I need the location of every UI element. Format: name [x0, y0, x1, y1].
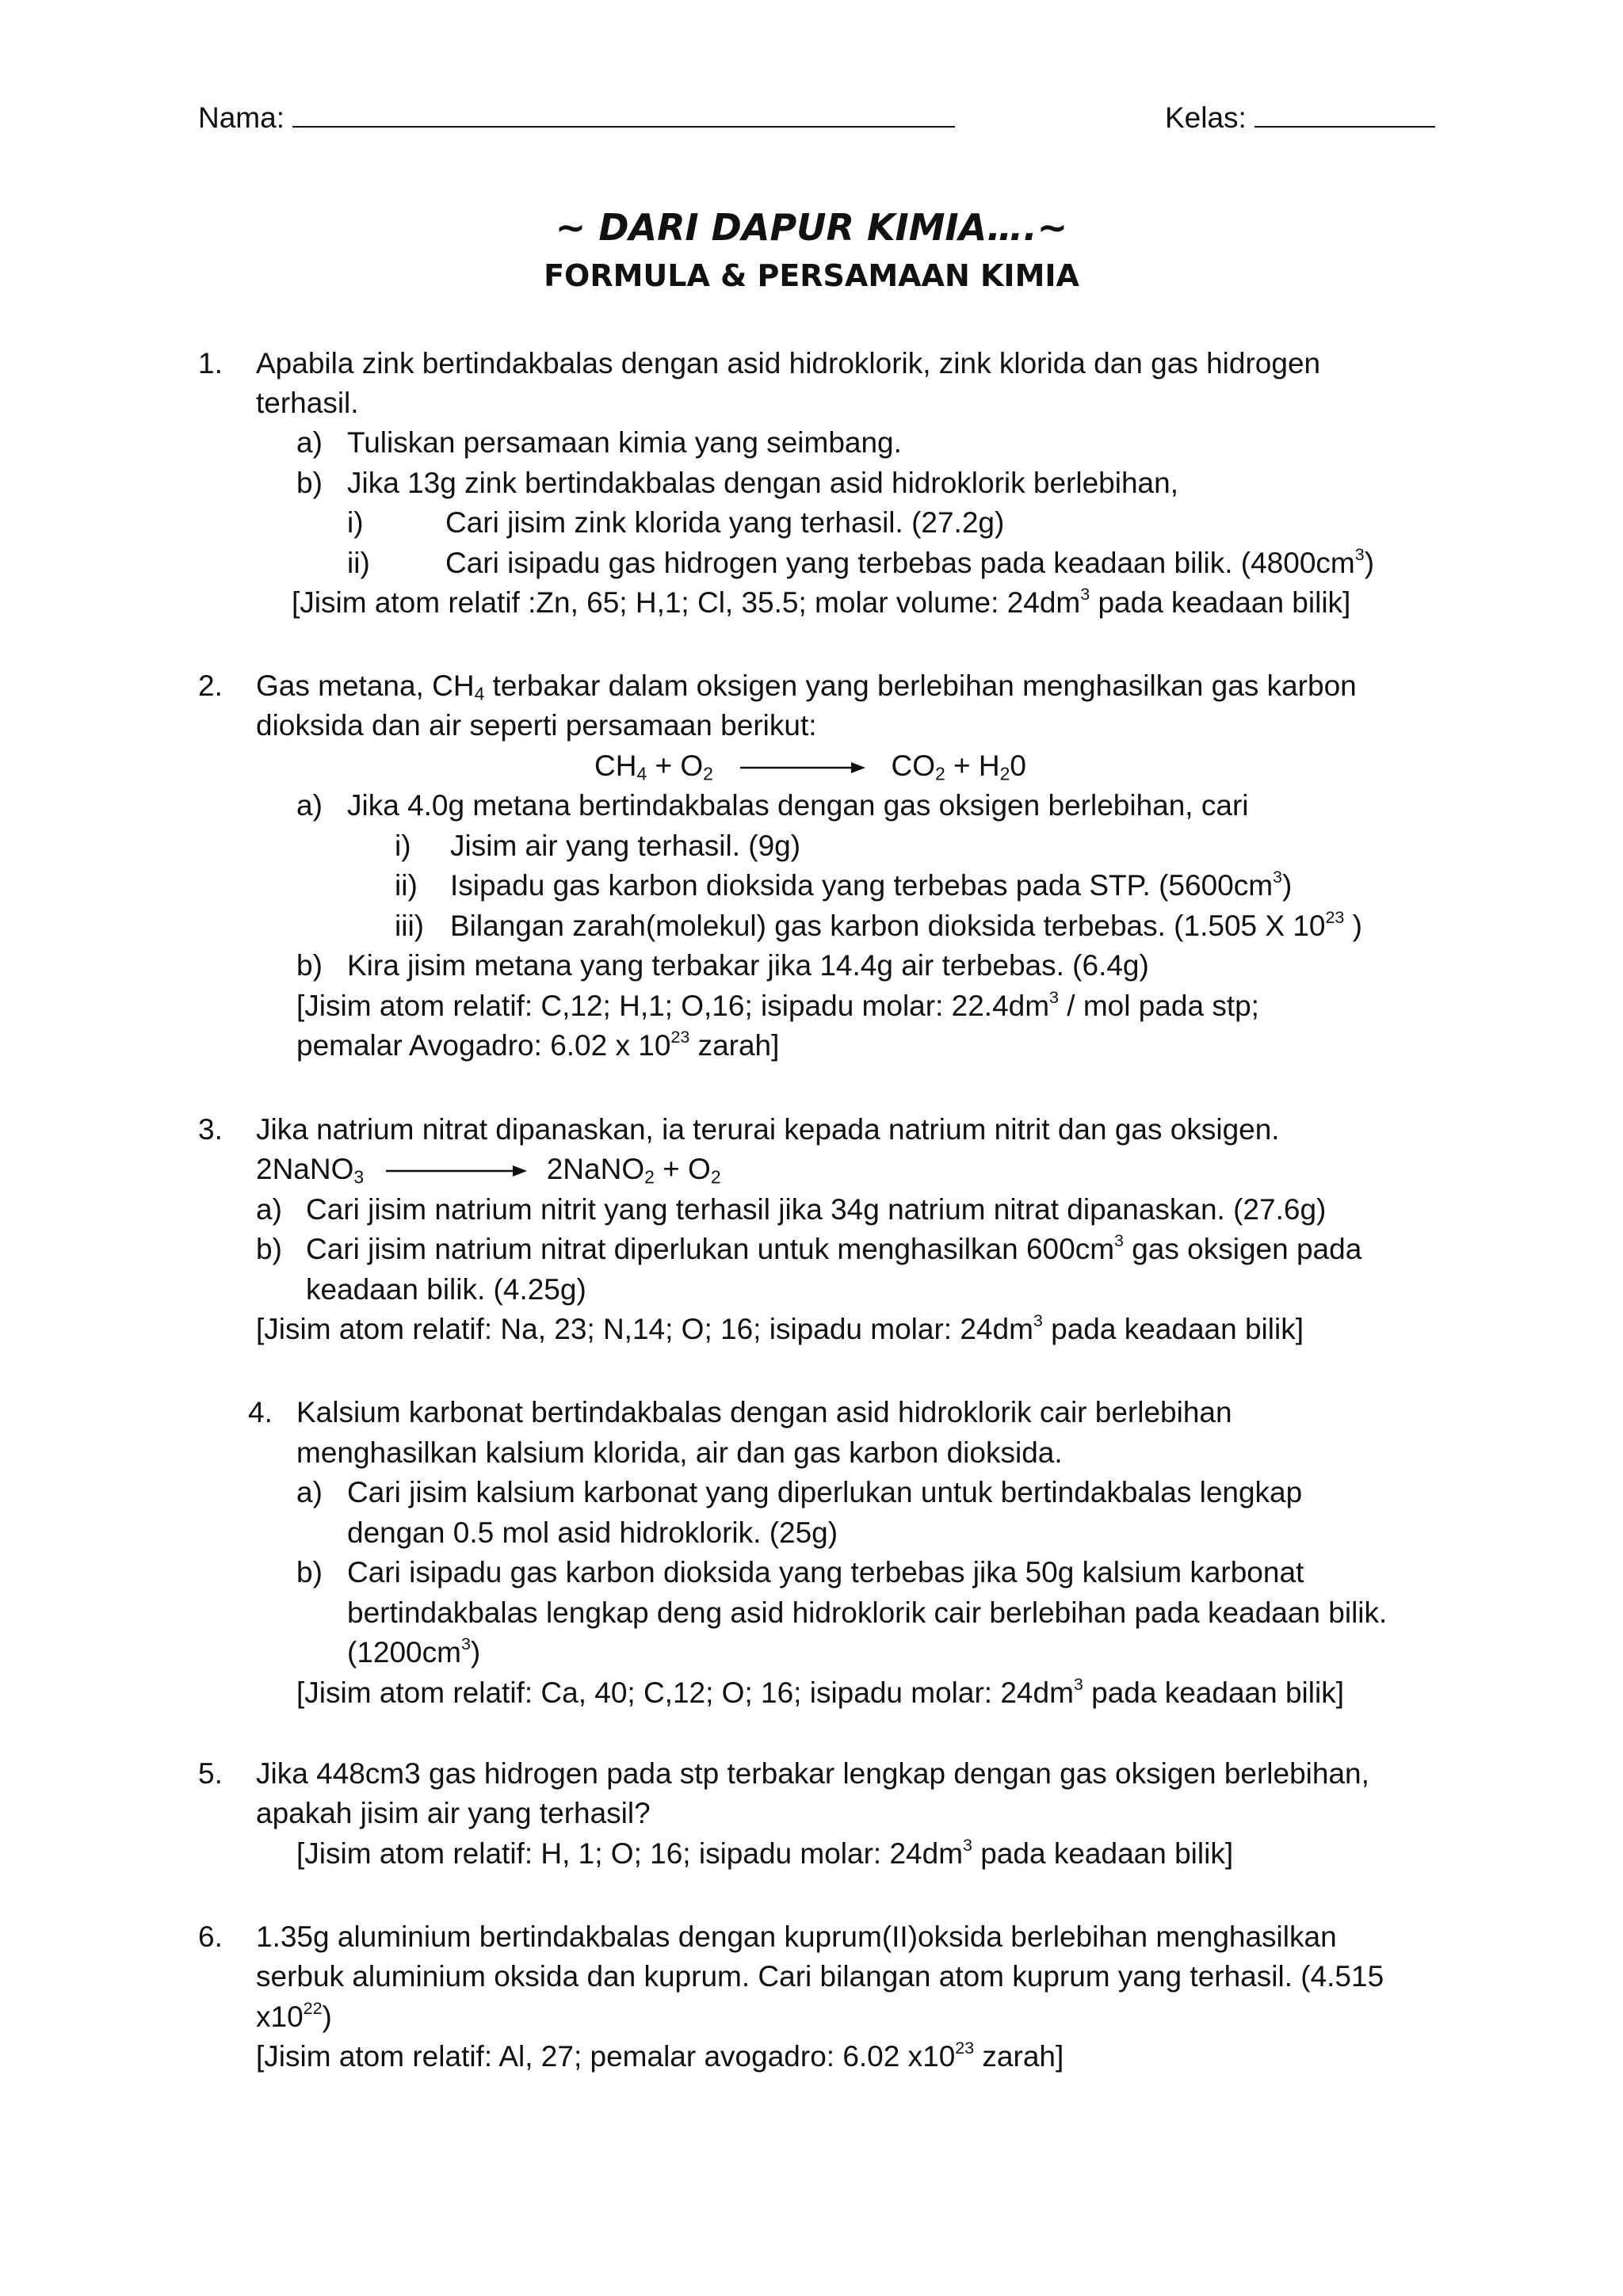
q3-note-sup: 3	[1033, 1310, 1043, 1330]
q1-i-text: Cari jisim zink klorida yang terhasil. (27.2g)	[445, 506, 1005, 539]
q4-a-label: a)	[296, 1476, 323, 1508]
q2-a-text: Jika 4.0g metana bertindakbalas dengan gas oksigen berlebihan, cari	[347, 789, 1249, 822]
q3-line1: Jika natrium nitrat dipanaskan, ia terurai kepada natrium nitrit dan gas oksigen.	[256, 1113, 1280, 1146]
q1-b-text: Jika 13g zink bertindakbalas dengan asid hidroklorik berlebihan,	[347, 467, 1178, 499]
q4-a-line2: dengan 0.5 mol asid hidroklorik. (25g)	[347, 1516, 838, 1549]
q3-note-a: [Jisim atom relatif: Na, 23; N,14; O; 16; isipadu molar: 24dm	[256, 1313, 1033, 1345]
q2-eq-l1-sub: 4	[636, 763, 647, 784]
page-subtitle: FORMULA & PERSAMAAN KIMIA	[544, 258, 1079, 293]
q4-b-line3a: (1200cm	[347, 1636, 461, 1669]
class-field	[1165, 100, 1435, 136]
name-label: Nama:	[198, 101, 285, 134]
q1-ii-text	[445, 545, 1374, 582]
q2-eq-r1: CO	[891, 749, 935, 782]
q2-eq-r3: 0	[1010, 749, 1026, 782]
q4-b-line3b: )	[470, 1636, 481, 1669]
q5-number: 5.	[198, 1757, 223, 1790]
q6-note	[256, 2039, 1064, 2075]
q2-b-text: Kira jisim metana yang terbakar jika 14.4g air terbebas. (6.4g)	[347, 949, 1149, 982]
q2-line1-b: terbakar dalam oksigen yang berlebihan menghasilkan gas karbon	[484, 669, 1357, 702]
q3-number: 3.	[198, 1113, 223, 1146]
q4-b-text: Cari isipadu gas karbon dioksida yang terbebas jika 50g kalsium karbonat	[347, 1556, 1304, 1589]
q2-iii-text	[450, 908, 1362, 944]
name-blank-line[interactable]	[292, 102, 955, 128]
q3-equation	[256, 1151, 721, 1188]
q3-a-label: a)	[256, 1193, 282, 1226]
q2-iii-body: Bilangan zarah(molekul) gas karbon dioksida terbebas. (1.505 X 10	[450, 910, 1326, 942]
q6-line3b: )	[322, 2000, 332, 2033]
q2-i-label: i)	[395, 830, 411, 862]
class-blank-line[interactable]	[1254, 102, 1435, 128]
q2-ii-sup: 3	[1273, 867, 1282, 887]
q3-eq-r2-sub: 2	[710, 1166, 721, 1188]
q4-a-text: Cari jisim kalsium karbonat yang diperlukan untuk bertindakbalas lengkap	[347, 1476, 1303, 1508]
q3-b-text1: Cari jisim natrium nitrat diperlukan untuk menghasilkan 600cm	[306, 1233, 1115, 1265]
q2-equation	[594, 748, 1026, 784]
q2-ii-body: Isipadu gas karbon dioksida yang terbebas pada STP. (5600cm	[450, 869, 1274, 902]
q2-a-label: a)	[296, 789, 323, 822]
q4-note-b: pada keadaan bilik]	[1083, 1676, 1344, 1709]
q3-b-text2: gas oksigen pada	[1123, 1233, 1362, 1265]
q1-line1: Apabila zink bertindakbalas dengan asid hidroklorik, zink klorida dan gas hidrogen	[256, 347, 1321, 379]
q4-note	[296, 1675, 1344, 1711]
q2-eq-l2-sub: 2	[703, 763, 713, 784]
q5-note-sup: 3	[963, 1835, 972, 1855]
q2-b-label: b)	[296, 949, 323, 982]
q4-note-a: [Jisim atom relatif: Ca, 40; C,12; O; 16; isipadu molar: 24dm	[296, 1676, 1074, 1709]
q2-iii-sup: 23	[1325, 907, 1345, 927]
q6-line3-sup: 22	[303, 1998, 323, 2018]
q1-ii-end: )	[1364, 547, 1375, 579]
q2-number: 2.	[198, 669, 223, 702]
q2-eq-l1: CH	[594, 749, 637, 782]
q1-note-a: [Jisim atom relatif :Zn, 65; H,1; Cl, 35.5; molar volume: 24dm	[292, 586, 1081, 619]
q4-b-line3-sup: 3	[460, 1634, 471, 1653]
q2-ii-end: )	[1281, 869, 1293, 902]
q4-line1: Kalsium karbonat bertindakbalas dengan asid hidroklorik cair berlebihan	[296, 1396, 1232, 1428]
q6-line2: serbuk aluminium oksida dan kuprum. Cari bilangan atom kuprum yang terhasil. (4.515	[256, 1960, 1384, 1993]
q6-note-b: zarah]	[974, 2040, 1064, 2073]
q5-note-a: [Jisim atom relatif: H, 1; O; 16; isipadu molar: 24dm	[296, 1837, 964, 1870]
q3-eq-l1: 2NaNO	[256, 1153, 354, 1185]
q2-line2: dioksida dan air seperti persamaan berikut:	[256, 709, 817, 742]
reaction-arrow-icon	[740, 760, 867, 776]
q5-note-b: pada keadaan bilik]	[972, 1837, 1234, 1870]
q2-note1-b: / mol pada stp;	[1058, 990, 1259, 1022]
q5-line2: apakah jisim air yang terhasil?	[256, 1797, 651, 1829]
q1-ii-body: Cari isipadu gas hidrogen yang terbebas pada keadaan bilik. (4800cm	[445, 547, 1355, 579]
q6-note-a: [Jisim atom relatif: Al, 27; pemalar avogadro: 6.02 x10	[256, 2040, 956, 2073]
q1-note-sup: 3	[1080, 584, 1090, 604]
q3-b-label: b)	[256, 1233, 282, 1265]
q3-b-line2: keadaan bilik. (4.25g)	[306, 1273, 586, 1306]
q6-line1: 1.35g aluminium bertindakbalas dengan kuprum(II)oksida berlebihan menghasilkan	[256, 1920, 1337, 1953]
class-label: Kelas:	[1165, 101, 1247, 134]
q5-note	[296, 1836, 1233, 1872]
q3-eq-r2: + O	[654, 1153, 711, 1185]
q4-b-line2: bertindakbalas lengkap deng asid hidroklorik cair berlebihan pada keadaan bilik.	[347, 1596, 1388, 1629]
q5-line1: Jika 448cm3 gas hidrogen pada stp terbakar lengkap dengan gas oksigen berlebihan,	[256, 1757, 1369, 1790]
q1-ii-sup: 3	[1354, 544, 1365, 564]
q1-note	[292, 585, 1350, 621]
q6-note-sup: 23	[955, 2038, 975, 2058]
q3-b-sup: 3	[1114, 1230, 1124, 1250]
q2-note-line1	[296, 988, 1259, 1024]
reaction-arrow-icon	[386, 1163, 529, 1179]
q6-number: 6.	[198, 1920, 223, 1953]
q2-note1-sup: 3	[1049, 987, 1059, 1007]
q2-ii-text	[450, 868, 1292, 904]
q2-ii-label: ii)	[395, 869, 418, 902]
q1-note-b: pada keadaan bilik]	[1090, 586, 1351, 619]
q3-eq-r1-sub: 2	[644, 1166, 655, 1188]
q2-line1-a: Gas metana, CH	[256, 669, 475, 702]
q4-note-sup: 3	[1073, 1674, 1083, 1694]
q1-number: 1.	[198, 347, 223, 379]
q6-line3	[256, 1999, 332, 2035]
q2-i-text: Jisim air yang terhasil. (9g)	[450, 830, 801, 862]
q2-eq-r2-sub: 2	[999, 763, 1010, 784]
q1-b-label: b)	[296, 467, 323, 499]
q1-ii-label: ii)	[347, 547, 370, 579]
q2-note2-b: zarah]	[689, 1029, 780, 1062]
q3-eq-r1: 2NaNO	[546, 1153, 645, 1185]
name-field	[198, 100, 955, 136]
q4-line2: menghasilkan kalsium klorida, air dan gas karbon dioksida.	[296, 1436, 1063, 1469]
q2-iii-end: )	[1344, 910, 1362, 942]
q4-b-label: b)	[296, 1556, 323, 1589]
q2-iii-label: iii)	[395, 910, 424, 942]
q2-eq-r2: + H	[945, 749, 1000, 782]
q3-note-b: pada keadaan bilik]	[1042, 1313, 1304, 1345]
page-title: ~ DARI DAPUR KIMIA….~	[555, 206, 1068, 249]
q6-line3a: x10	[256, 2000, 304, 2033]
q3-note	[256, 1311, 1304, 1348]
q1-a-label: a)	[296, 426, 323, 459]
q1-line2: terhasil.	[256, 387, 359, 419]
q3-b-text	[306, 1231, 1361, 1268]
q1-a-text: Tuliskan persamaan kimia yang seimbang.	[347, 426, 902, 459]
q2-line1-sub: 4	[474, 683, 485, 704]
q3-eq-l1-sub: 3	[353, 1166, 365, 1188]
q2-note2-sup: 23	[670, 1027, 690, 1047]
q3-a-text: Cari jisim natrium nitrit yang terhasil jika 34g natrium nitrat dipanaskan. (27.6g)	[306, 1193, 1327, 1226]
q2-line1	[256, 668, 1357, 704]
q4-number: 4.	[248, 1396, 273, 1428]
q1-i-label: i)	[347, 506, 364, 539]
q2-eq-l2: + O	[647, 749, 704, 782]
q2-note2-a: pemalar Avogadro: 6.02 x 10	[296, 1029, 671, 1062]
q2-note1-a: [Jisim atom relatif: C,12; H,1; O,16; isipadu molar: 22.4dm	[296, 990, 1050, 1022]
q2-eq-r1-sub: 2	[935, 763, 945, 784]
q2-note-line2	[296, 1028, 779, 1064]
q4-b-line3	[347, 1634, 480, 1671]
